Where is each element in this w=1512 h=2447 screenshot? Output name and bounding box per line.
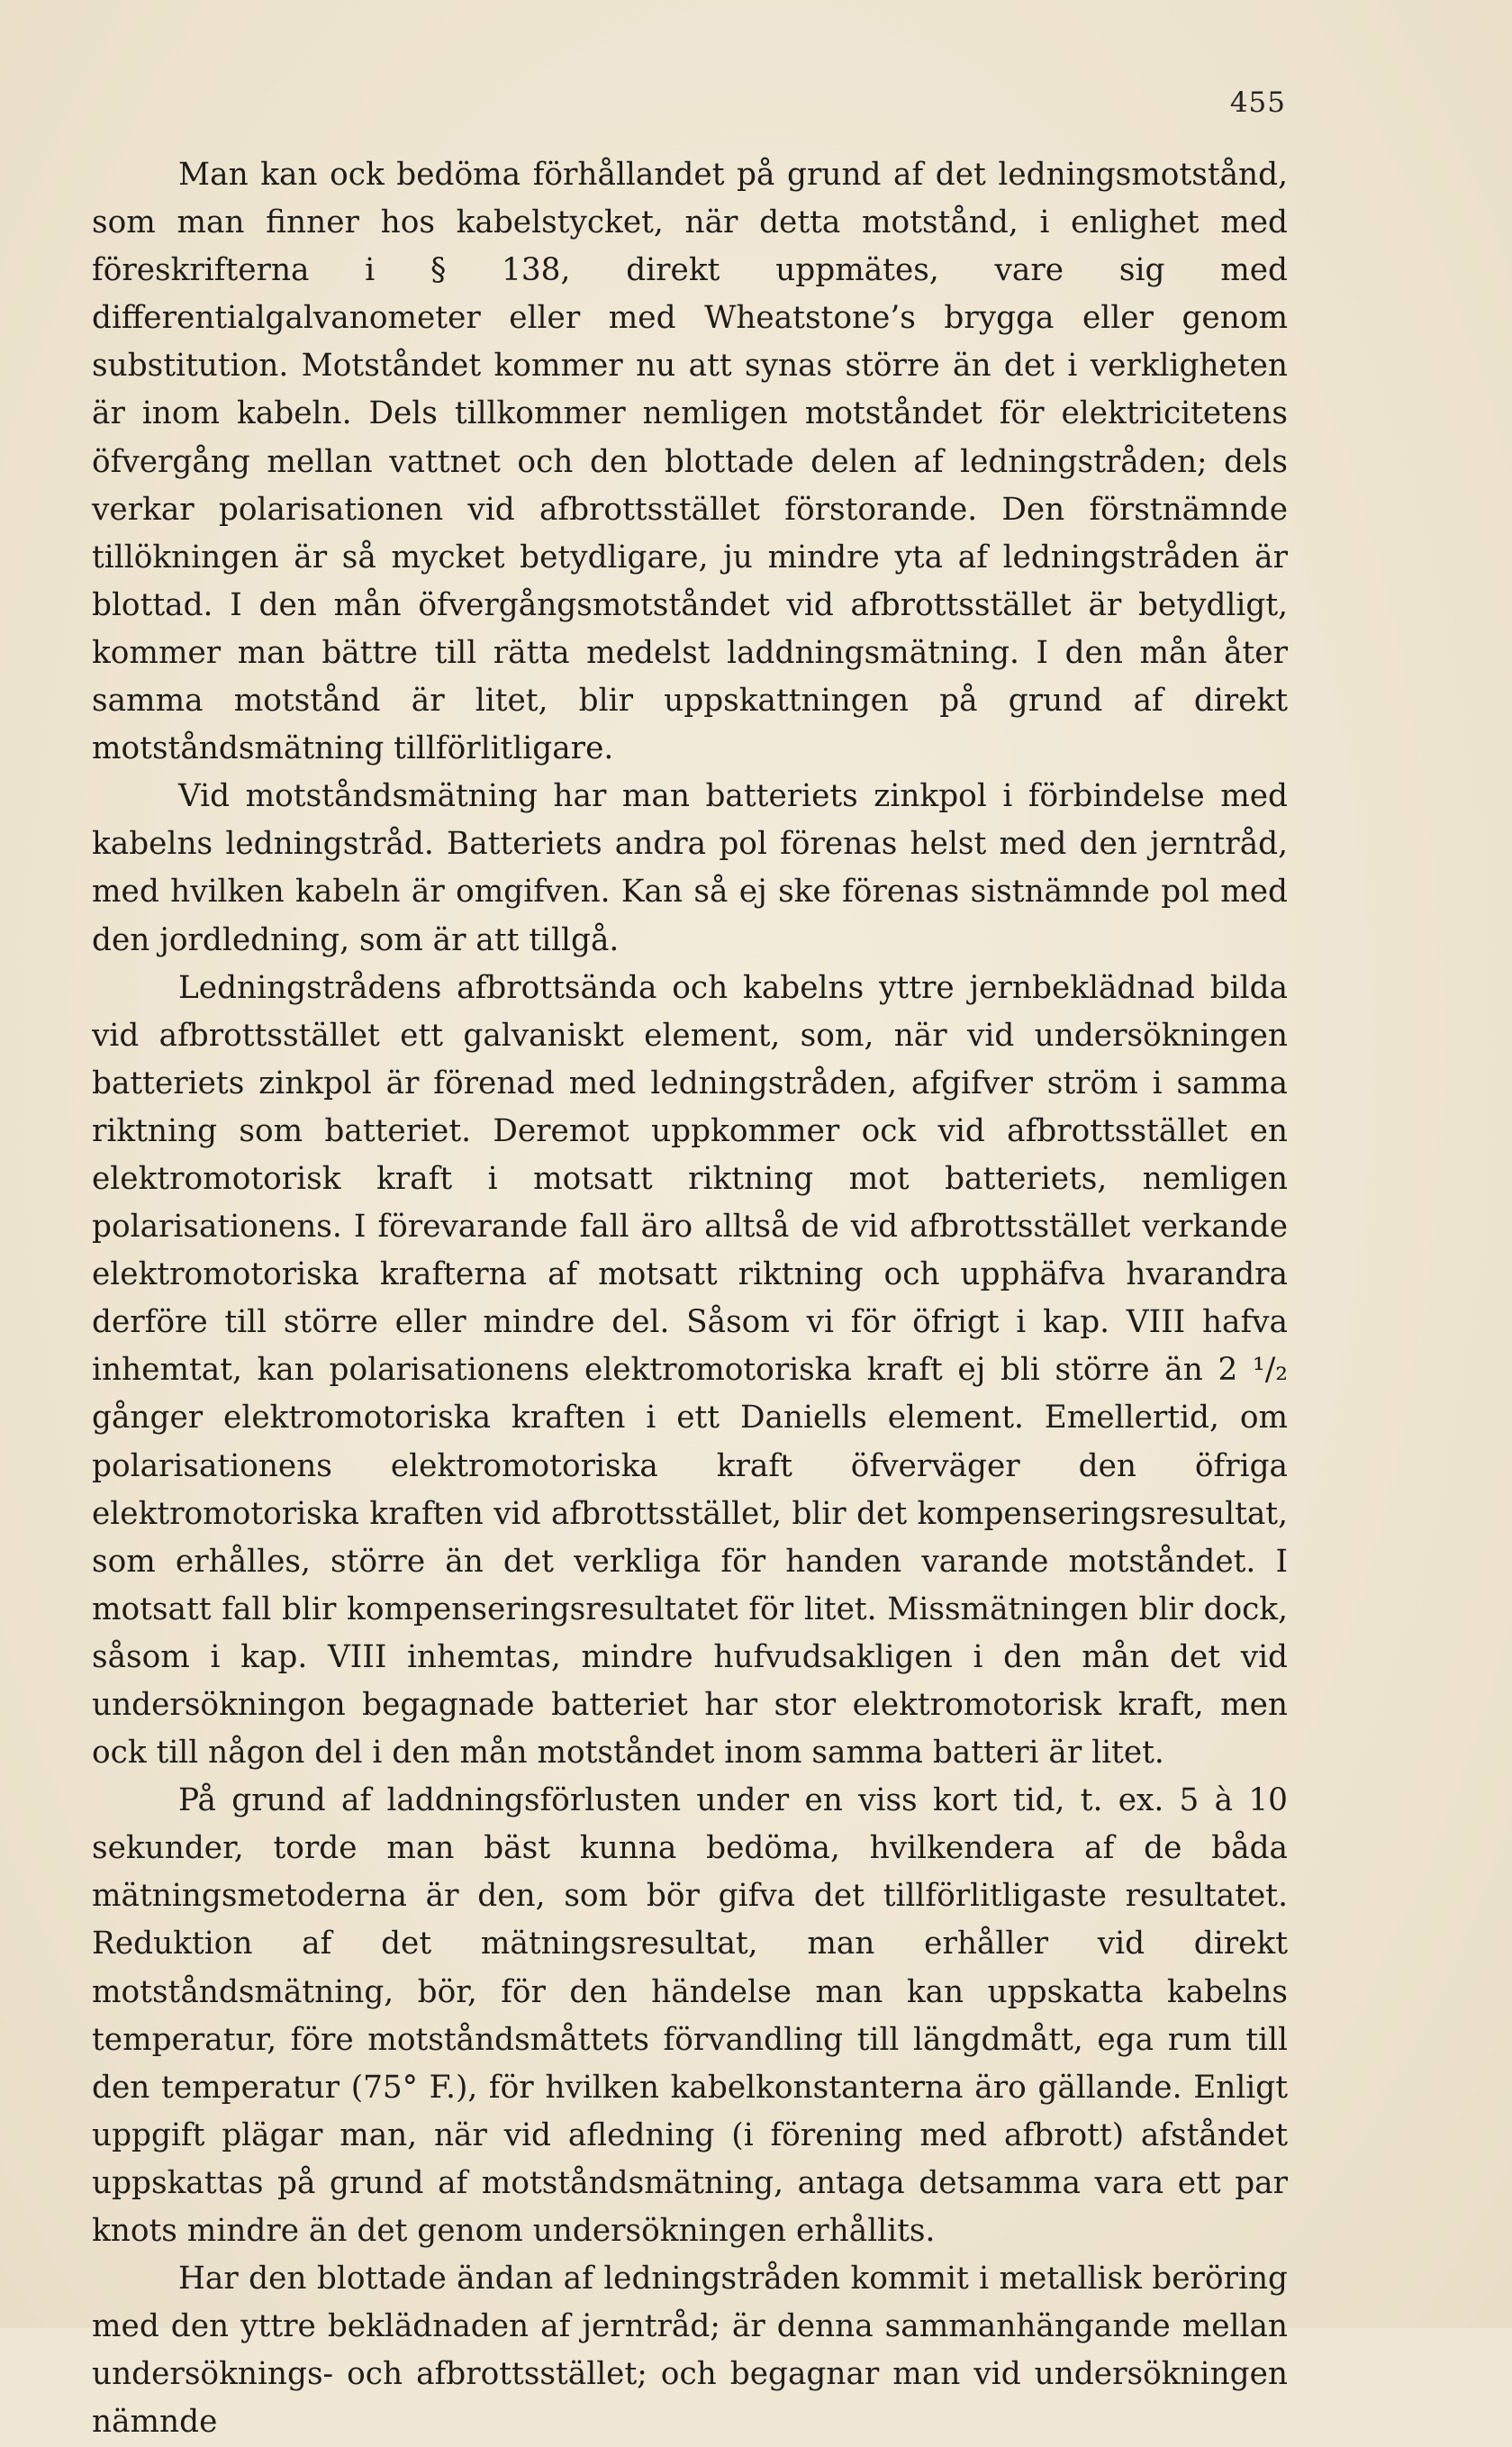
- paragraph-1: Man kan ock bedöma förhållandet på grund af det ledningsmotstånd, som man finner hos kabelstycket, när detta motstånd, i enlighet med föreskrifterna i § 138, direkt uppmätes, vare sig med differentialgalvanometer eller med Wheatstone’s brygga eller genom substitution. Motståndet kommer nu att synas större än det i verkligheten är inom kabeln. Dels tillkommer nemligen motståndet för elektricitetens öfvergång mellan vattnet och den blottade delen af ledningstråden; dels verkar polarisationen vid afbrottsstället förstorande. Den förstnämnde tillökningen är så mycket betydligare, ju mindre yta af ledningstråden är blottad. I den mån öfvergångsmotståndet vid afbrottsstället är betydligt, kommer man bättre till rätta medelst laddningsmätning. I den mån åter samma motstånd är litet, blir uppskattningen på grund af direkt motståndsmätning tillförlitligare.: [92, 157, 1288, 767]
- paragraph-4: På grund af laddningsförlusten under en viss kort tid, t. ex. 5 à 10 sekunder, torde man bäst kunna bedöma, hvilkendera af de båda mätningsmetoderna är den, som bör gifva det tillförlitligaste resultatet. Reduktion af det mätningsresultat, man erhåller vid direkt motståndsmätning, bör, för den händelse man kan uppskatta kabelns temperatur, före motståndsmåttets förvandling till längdmått, ega rum till den temperatur (75° F.), för hvilken kabelkonstanterna äro gällande. Enligt uppgift plägar man, när vid afledning (i förening med afbrott) afståndet uppskattas på grund af motståndsmätning, antaga detsamma vara ett par knots mindre än det genom undersökningen erhållits.: [92, 1782, 1288, 2250]
- paragraph-3: Ledningstrådens afbrottsända och kabelns yttre jernbeklädnad bilda vid afbrottsstället ett galvaniskt element, som, när vid undersökningen batteriets zinkpol är förenad med ledningstråden, afgifver ström i samma riktning som batteriet. Deremot uppkommer ock vid afbrottsstället en elektromotorisk kraft i motsatt riktning mot batteriets, nemligen polarisationens. I förevarande fall äro alltså de vid afbrottsstället verkande elektromotoriska krafterna af motsatt riktning och upphäfva hvarandra derföre till större eller mindre del. Såsom vi för öfrigt i kap. VIII hafva inhemtat, kan polarisationens elektromotoriska kraft ej bli större än 2 ¹/₂ gånger elektromotoriska kraften i ett Daniells element. Emellertid, om polarisationens elektromotoriska kraft öfverväger den öfriga elektromotoriska kraften vid afbrottsstället, blir det kompenseringsresultat, som erhålles, större än det verkliga för handen varande motståndet. I motsatt fall blir kompenseringsresultatet för litet. Missmätningen blir dock, såsom i kap. VIII inhemtas, mindre hufvudsakligen i den mån det vid undersökningon begagnade batteriet har stor elektromotorisk kraft, men ock till någon del i den mån motståndet inom samma batteri är litet.: [92, 969, 1288, 1772]
- paragraph-2: Vid motståndsmätning har man batteriets zinkpol i förbindelse med kabelns ledningstråd. Batteriets andra pol förenas helst med den jerntråd, med hvilken kabeln är omgifven. Kan så ej ske förenas sistnämnde pol med den jordledning, som är att tillgå.: [92, 778, 1288, 958]
- page-number: 455: [1229, 86, 1286, 119]
- body-text: [92, 151, 1288, 2447]
- paragraph-5: Har den blottade ändan af ledningstråden kommit i metallisk beröring med den yttre beklädnaden af jerntråd; är denna sammanhängande mellan undersöknings- och afbrottsstället; och begagnar man vid undersökningen nämnde: [92, 2261, 1288, 2441]
